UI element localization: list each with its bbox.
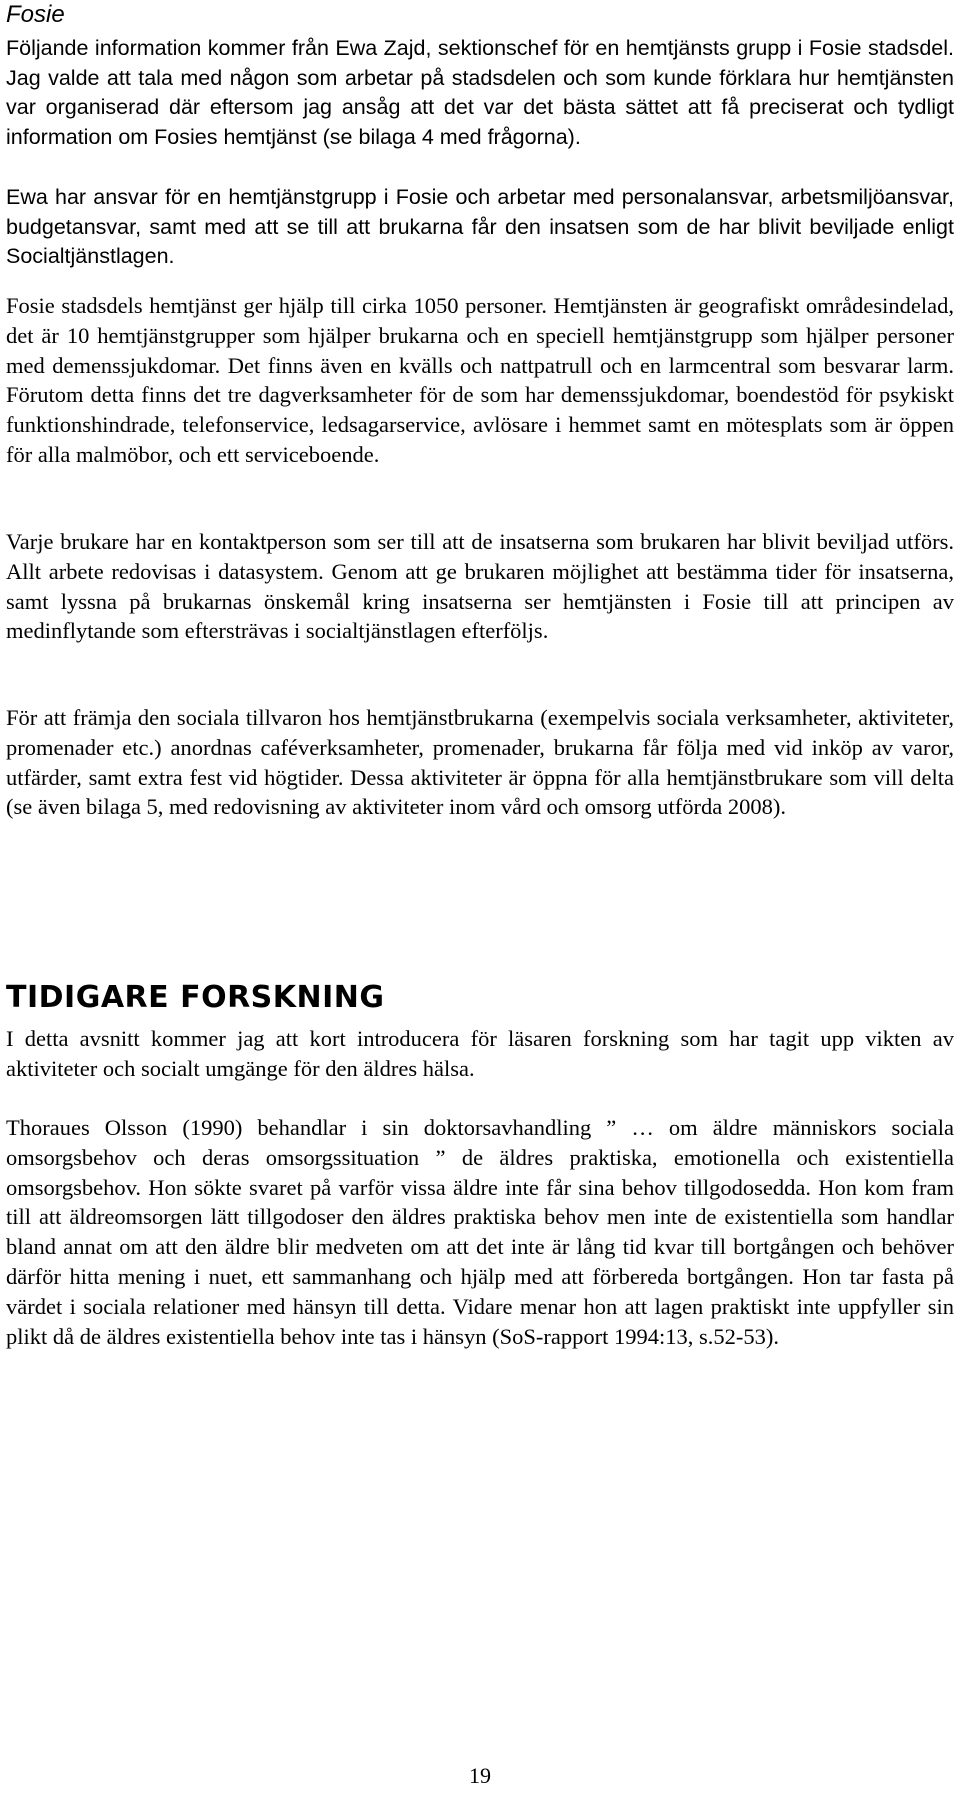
paragraph-ewa-responsibility: Ewa har ansvar för en hemtjänstgrupp i Fosie och arbetar med personalansvar, arbetsmiljöansvar, budgetansvar, samt med att se till att brukarna får den insatsen som de har blivit beviljade enligt Socialtjänstlagen. bbox=[6, 185, 954, 269]
section-heading: TIDIGARE FORSKNING bbox=[6, 980, 385, 1015]
paragraph-fosie-services: Fosie stadsdels hemtjänst ger hjälp till cirka 1050 personer. Hemtjänsten är geografiskt områdesindelad, det är 10 hemtjänstgrupper som hjälper brukarna och en speciell hemtjänstgrupp som hjälper personer med demenssjukdomar. Det finns även en kvälls och nattpatrull och en larmcentral som besvarar larm. Förutom detta finns det tre dagverksamheter för de som har demenssjukdomar, boendestöd för psykiskt funktionshindrade, telefonservice, ledsagarservice, avlösare i hemmet samt en mötesplats som är öppen för alla malmöbor, och ett serviceboende. bbox=[6, 293, 954, 467]
paragraph-contact-person: Varje brukare har en kontaktperson som ser till att de insatserna som brukaren har blivit beviljad utförs. Allt arbete redovisas i datasystem. Genom att ge brukaren möjlighet att bestämma tider för insatserna, samt lyssna på brukarnas önskemål kring insatserna ser hemtjänsten i Fosie till att principen av medinflytande som eftersträvas i socialtjänstlagen efterföljs. bbox=[6, 529, 954, 644]
page-number: 19 bbox=[469, 1763, 491, 1788]
paragraph-section-intro: I detta avsnitt kommer jag att kort introducera för läsaren forskning som har tagit upp vikten av aktiviteter och socialt umgänge för den äldres hälsa. bbox=[6, 1026, 954, 1081]
paragraph-social-activities: För att främja den sociala tillvaron hos hemtjänstbrukarna (exempelvis sociala verksamheter, aktiviteter, promenader etc.) anordnas caféverksamheter, promenader, brukarna får följa med vid inköp av varor, utfärder, samt extra fest vid högtider. Dessa aktiviteter är öppna för alla hemtjänstbrukare som vill delta (se även bilaga 5, med redovisning av aktiviteter inom vård och omsorg utförda 2008). bbox=[6, 705, 954, 820]
paragraph-intro: Följande information kommer från Ewa Zajd, sektionschef för en hemtjänsts grupp i Fosie stadsdel. Jag valde att tala med någon som arbetar på stadsdelen och som kunde förklara hur hemtjänsten var organiserad där eftersom jag ansåg att det var det bästa sättet att få preciserat och tydligt information om Fosies hemtjänst (se bilaga 4 med frågorna). bbox=[6, 36, 954, 149]
subsection-title: Fosie bbox=[6, 1, 65, 28]
paragraph-thoraues-olsson: Thoraues Olsson (1990) behandlar i sin doktorsavhandling ” … om äldre människors sociala omsorgsbehov och deras omsorgssituation ” de äldres praktiska, emotionella och existentiella omsorgsbehov. Hon sökte svaret på varför vissa äldre inte får sina behov tillgodosedda. Hon kom fram till att äldreomsorgen lätt tillgodoser den äldres praktiska behov men inte de existentiella som handlar bland annat om att den äldre blir medveten om att det inte är lång tid kvar till bortgången och behöver därför hitta mening i nuet, ett sammanhang och hjälp med att förbereda bortgången. Hon tar fasta på värdet i sociala relationer med hänsyn till detta. Vidare menar hon att lagen praktiskt inte uppfyller sin plikt då de äldres existentiella behov inte tas i hänsyn (SoS-rapport 1994:13, s.52-53). bbox=[6, 1115, 954, 1349]
